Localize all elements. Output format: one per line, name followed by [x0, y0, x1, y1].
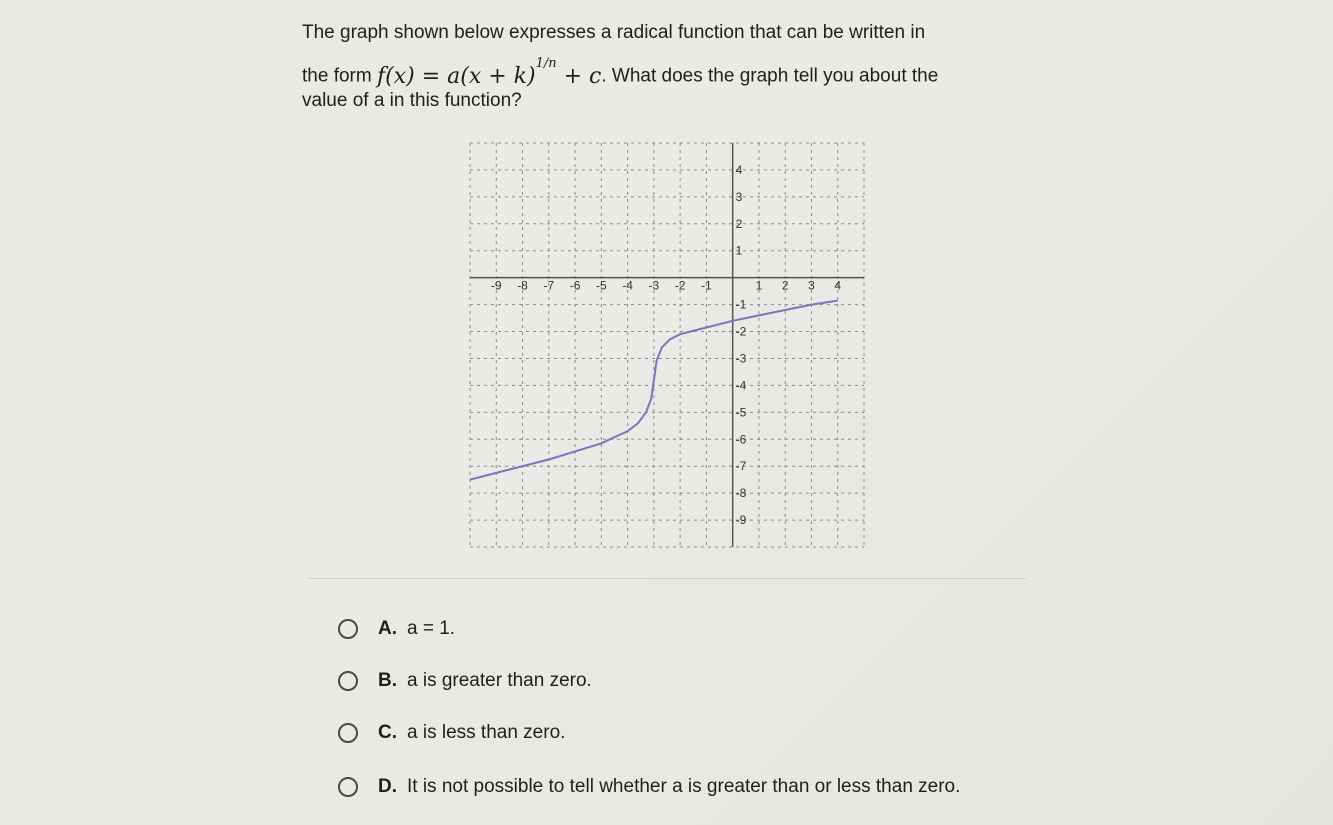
y-tick-label: 3: [735, 189, 743, 204]
option-c[interactable]: [338, 722, 565, 744]
option-b-text: a is greater than zero.: [407, 670, 592, 691]
x-tick-label: -3: [648, 278, 660, 293]
option-a-radio[interactable]: [338, 619, 358, 639]
question-line-2-suffix: . What does the graph tell you about the: [601, 65, 939, 87]
option-a[interactable]: [338, 618, 455, 640]
option-b[interactable]: [338, 670, 592, 692]
question-line-2: [302, 56, 939, 90]
formula-main: f(x) = a(x + k): [376, 64, 536, 90]
question-line-1: The graph shown below expresses a radical function that can be written in: [302, 22, 926, 43]
divider: [308, 578, 1026, 579]
y-tick-label: -7: [735, 459, 747, 474]
y-tick-label: -2: [735, 324, 747, 339]
option-c-text: a is less than zero.: [407, 722, 566, 743]
option-d-text: It is not possible to tell whether a is greater than or less than zero.: [407, 776, 961, 797]
option-d[interactable]: [338, 776, 960, 798]
y-tick-label: 2: [735, 216, 743, 231]
option-d-letter: D.: [378, 776, 397, 797]
question-line-3: value of a in this function?: [302, 90, 522, 111]
y-tick-label: 1: [735, 243, 743, 258]
option-a-letter: A.: [378, 618, 397, 639]
option-d-radio[interactable]: [338, 777, 358, 797]
y-tick-label: 4: [735, 162, 743, 177]
formula-tail: + c: [556, 64, 602, 90]
radical-formula: [376, 56, 602, 90]
function-graph: [462, 135, 872, 555]
option-a-text: a = 1.: [407, 618, 456, 639]
formula-exponent: 1/n: [535, 56, 557, 71]
x-tick-label: -8: [517, 278, 528, 293]
y-tick-label: -4: [735, 378, 747, 393]
x-tick-label: -7: [543, 278, 555, 293]
x-tick-label: -6: [569, 278, 581, 293]
option-c-radio[interactable]: [338, 723, 358, 743]
x-tick-label: -4: [622, 278, 633, 293]
x-tick-label: -5: [595, 278, 607, 293]
y-tick-label: -8: [735, 486, 747, 501]
option-c-letter: C.: [378, 722, 397, 743]
option-b-letter: B.: [378, 670, 397, 691]
y-tick-label: -6: [735, 432, 747, 447]
x-tick-label: 4: [834, 278, 842, 293]
y-tick-label: -5: [735, 405, 747, 420]
y-tick-label: -1: [735, 297, 747, 312]
x-tick-label: -1: [701, 278, 712, 293]
x-tick-label: 2: [781, 278, 789, 293]
option-b-radio[interactable]: [338, 671, 358, 691]
x-tick-label: 3: [808, 278, 815, 293]
x-tick-label: 1: [755, 278, 763, 293]
x-tick-label: -2: [674, 278, 686, 293]
y-tick-label: -9: [735, 513, 747, 528]
x-tick-label: -9: [490, 278, 502, 293]
y-tick-label: -3: [735, 351, 747, 366]
question-line-2-prefix: the form: [302, 65, 377, 87]
